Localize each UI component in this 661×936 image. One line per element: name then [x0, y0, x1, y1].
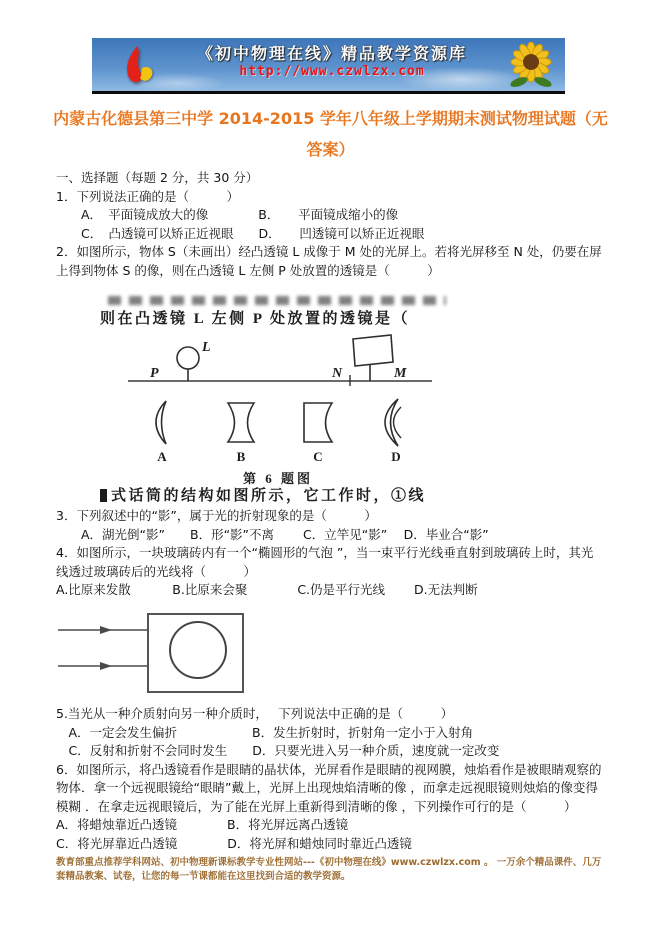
lens-option-D-meniscus	[385, 399, 398, 446]
question-4-figure	[56, 610, 605, 704]
label-L: L	[202, 339, 211, 355]
document-title-line2: 答案）	[306, 140, 355, 159]
glass-brick-diagram	[56, 610, 306, 698]
label-M: M	[394, 365, 407, 381]
document-title	[41, 103, 621, 165]
lens-option-D-inner-arc	[394, 407, 402, 438]
figure-caption: 第 6 题图	[242, 470, 314, 486]
question-3-options-line1: A．湖光倒“影” B．形“影”不离 C．立竿见“影” D．毕业合“影”	[56, 526, 489, 542]
question-5-options-line1: A．一定会发生偏折 B．发生折射时，折射角一定小于入射角	[56, 724, 474, 740]
label-C: C	[313, 448, 323, 464]
document-body	[0, 165, 661, 853]
question-4-stem: 4．如图所示，一块玻璃砖内有一个“椭圆形的气泡 ”，当一束平行光线垂直射到玻璃砖上时，其光线透过玻璃砖后的光线将（ ）	[56, 545, 594, 579]
section-header: 一、选择题（每题 2 分，共 30 分）	[56, 170, 259, 185]
label-D: D	[391, 448, 401, 464]
lens-diagram	[100, 329, 460, 487]
sunflower-icon	[505, 42, 557, 92]
lens-option-C-planoconcave	[304, 403, 332, 442]
blurred-scan-text-row	[108, 296, 446, 305]
ray-arrowhead-bottom	[100, 662, 112, 670]
label-A: A	[157, 448, 167, 464]
site-logo-icon	[118, 43, 160, 91]
question-1-stem: 1．下列说法正确的是（ ）	[56, 188, 239, 204]
question-1-options-line2: C． 凸透镜可以矫正近视眼 D． 凹透镜可以矫正近视眼	[56, 225, 425, 241]
question-4-options-line1: A.比原来发散 B.比原来会聚 C.仍是平行光线 D.无法判断	[56, 582, 478, 597]
ray-arrowhead-top	[100, 626, 112, 634]
footer-promo-text: 教育部重点推荐学科网站、初中物理新课标教学专业性网站---《初中物理在线》www.czwlzx.com 。 一万余个精品课件、几万套精品教案、试卷，让您的每一节课都能在这里找到合适的教学资源。	[56, 857, 602, 882]
question-3-stem: 3．下列叙述中的“影”，属于光的折射现象的是（ ）	[56, 508, 377, 523]
lens-option-B-biconcave	[228, 403, 254, 442]
banner-title: 《初中物理在线》精品教学资源库	[196, 44, 467, 63]
question-6-options-line2: C．将光屏靠近凸透镜 D．将光屏和蜡烛同时靠近凸透镜	[56, 835, 412, 851]
question-1-options-line1: A． 平面镜成放大的像 B． 平面镜成缩小的像	[56, 207, 399, 222]
screen-symbol	[353, 335, 393, 366]
cutoff-glyph	[100, 489, 107, 502]
site-banner	[92, 38, 565, 94]
document-title-line1: 内蒙古化德县第三中学 2014-2015 学年八年级上学期期末测试物理试题（无	[53, 109, 608, 128]
figure-repeated-stem-line: 则在凸透镜 L 左侧 P 处放置的透镜是（	[100, 311, 411, 327]
banner-url: http://www.czwlzx.com	[239, 64, 425, 79]
label-N: N	[332, 365, 343, 381]
label-P: P	[150, 365, 159, 381]
lens-option-A-meniscus	[156, 401, 166, 444]
question-6-stem: 6．如图所示，将凸透镜看作是眼睛的晶状体，光屏看作是眼睛的视网膜，烛焰看作是被眼睛观察的物体．拿一个远视眼镜给“眼睛”戴上，光屏上出现烛焰清晰的像 ，而拿走远视眼镜则烛焰的像变得模糊 ．在拿走远视眼镜后，为了能在光屏上重新得到清晰的像 ，下列操作可行的是（ ）	[56, 761, 602, 814]
question-6-options-line1: A．将蜡烛靠近凸透镜 B．将光屏远离凸透镜	[56, 817, 349, 832]
question-5-options-line2: C．反射和折射不会同时发生 D．只要光进入另一种介质，速度就一定改变	[56, 743, 500, 758]
question-2-figure	[100, 296, 462, 505]
question-5-stem: 5.当光从一种介质射向另一种介质时， 下列说法中正确的是（ ）	[56, 706, 454, 721]
lens-symbol	[177, 347, 199, 369]
label-B: B	[236, 448, 246, 464]
question-2-stem: 2．如图所示，物体 S（未画出）经凸透镜 L 成像于 M 处的光屏上。若将光屏移至 N 处，仍要在屏上得到物体 S 的像，则在凸透镜 L 左侧 P 处放置的透镜是（ ）	[56, 244, 602, 278]
glass-brick	[148, 614, 243, 692]
figure-cutoff-bottom-line	[100, 487, 462, 506]
figure-bottom-text: 式话筒的结构如图所示，它工作时，①线	[111, 487, 427, 504]
